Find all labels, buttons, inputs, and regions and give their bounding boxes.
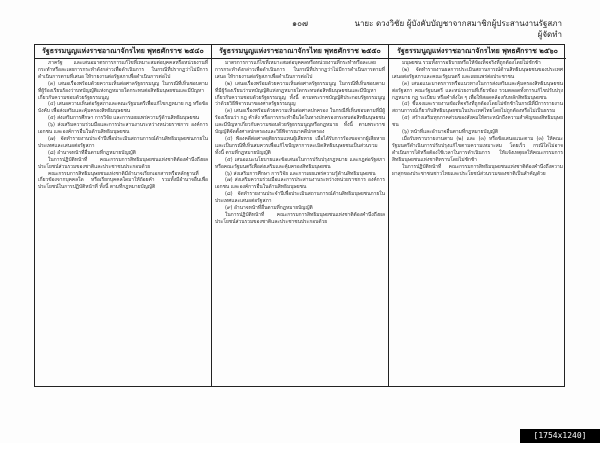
column-body-2550 [212,59,389,386]
paragraph: (๒) เสนอเรื่องพร้อมด้วยความเห็นต่อศาลรัฐธรรมนูญ ในกรณีที่เห็นชอบตามที่มีผู้ร้องเรียนว่าบทบัญญัติแห่งกฎหมายใดกระทบต่อสิทธิมนุษยชนและมีปัญหาเกี่ยวกับความชอบด้วยรัฐธรรมนูญ ทั้งนี้ ตามพระราชบัญญัติประกอบรัฐธรรมนูญว่าด้วยวิธีพิจารณาของศาลรัฐธรรมนูญ [215,80,385,108]
image-size-watermark: [1754x1240] upic.me [520,429,600,443]
header-role: ผู้จัดทำ [537,30,562,39]
column-header-2540: รัฐธรรมนูญแห่งราชอาณาจักรไทย พุทธศักราช ๒๕๔๐ [35,45,212,59]
paragraph: (๕) เสนอแนะนโยบายและข้อเสนอในการปรับปรุงกฎหมาย และกฎต่อรัฐสภาหรือคณะรัฐมนตรีเพื่อส่งเสริมและคุ้มครองสิทธิมนุษยชน [215,156,385,170]
paragraph: (๔) ชี้แจงและรายงานข้อเท็จจริงที่ถูกต้องโดยไม่ชักช้าในกรณีที่มีการรายงานสถานการณ์เกี่ยวกับสิทธิมนุษยชนในประเทศไทยโดยไม่ถูกต้องหรือไม่เป็นธรรม [392,101,563,115]
column-header-2550: รัฐธรรมนูญแห่งราชอาณาจักรไทย พุทธศักราช ๒๕๕๐ [212,45,389,59]
paragraph: (๘) จัดทำรายงานประจำปีเพื่อประเมินสถานการณ์ด้านสิทธิมนุษยชนภายในประเทศและเสนอต่อรัฐสภา [215,191,385,205]
paragraph: เมื่อรับทราบรายงานตาม (๒) และ (๓) หรือข้อเสนอแนะตาม (๓) ให้คณะรัฐมนตรีดำเนินการปรับปรุงแก้ไขตามความเหมาะสม โดยเร็ว กรณีใดไม่อาจดำเนินการได้หรือต้องใช้เวลาในการดำเนินการ ให้แจ้งเหตุผลให้คณะกรรมการสิทธิมนุษยชนแห่งชาติทราบโดยไม่ชักช้า [392,135,563,163]
paragraph: (๔) ฟ้องคดีต่อศาลยุติธรรมแทนผู้เสียหาย เมื่อได้รับการร้องขอจากผู้เสียหายและเป็นกรณีที่เห็นสมควรเพื่อแก้ไขปัญหาการละเมิดสิทธิมนุษยชนเป็นส่วนรวม ทั้งนี้ ตามที่กฎหมายบัญญัติ [215,135,385,156]
page-number: ๑๐๗ [292,19,308,28]
paragraph: (๙) อำนาจหน้าที่อื่นตามที่กฎหมายบัญญัติ [225,205,313,212]
column-body-2560 [389,59,566,386]
paragraph: (๕) ส่งเสริมการศึกษา การวิจัย และการเผยแพร่ความรู้ด้านสิทธิมนุษยชน [48,115,200,122]
column-body-2540 [35,59,212,386]
paragraph: มนุษยชน รวมทั้งการอธิบายหรือให้ข้อเท็จจริงที่ถูกต้องโดยไม่ชักช้า [402,60,541,66]
header-author: นายะ ดวงวิชัย ผู้บังคับบัญชาจากสมาชิกผู้ประสานงานรัฐสภา [354,19,562,28]
paragraph: (๖) หน้าที่และอำนาจอื่นตามที่กฎหมายบัญญัติ [402,129,498,136]
paragraph: (๗) ส่งเสริมความร่วมมือและการประสานงานระหว่างหน่วยราชการ องค์การเอกชน และองค์การอื่นในด้านสิทธิมนุษยชน [215,177,385,191]
paragraph: (๒) จัดทำรายงานผลการประเมินสถานการณ์ด้านสิทธิมนุษยชนของประเทศเสนอต่อรัฐสภาและคณะรัฐมนตรี และเผยแพร่ต่อประชาชน [392,66,563,80]
paragraph: (๔) เสนอความเห็นต่อรัฐสภาและคณะรัฐมนตรีเพื่อแก้ไขกฎหมาย กฎ หรือข้อบังคับ เพื่อส่งเสริมและคุ้มครองสิทธิมนุษยชน [38,101,209,115]
paragraph: (๕) สร้างเสริมทุกภาคส่วนของสังคมให้ตระหนักถึงความสำคัญของสิทธิมนุษยชน [392,115,563,129]
paragraph: (๓) เสนอเรื่องพร้อมด้วยความเห็นต่อศาลปกครอง ในกรณีที่เห็นชอบตามที่มีผู้ร้องเรียนว่า กฎ คำสั่ง หรือการกระทำอื่นใดในทางปกครองกระทบต่อสิทธิมนุษยชนและมีปัญหาเกี่ยวกับความชอบด้วยรัฐธรรมนูญหรือกฎหมาย ทั้งนี้ ตามพระราชบัญญัติจัดตั้งศาลปกครองและวิธีพิจารณาคดีปกครอง [215,108,385,136]
column-header-2560: รัฐธรรมนูญแห่งราชอาณาจักรไทย พุทธศักราช ๒๕๖๐ [389,45,566,59]
paragraph: (๓) เสนอแนะมาตรการหรือแนวทางในการส่งเสริมและคุ้มครองสิทธิมนุษยชนต่อรัฐสภา คณะรัฐมนตรี และหน่วยงานที่เกี่ยวข้อง รวมตลอดทั้งการแก้ไขปรับปรุงกฎหมาย กฎ ระเบียบ หรือคำสั่งใด ๆ เพื่อให้สอดคล้องกับหลักสิทธิมนุษยชน [392,80,563,101]
paragraph: ในการปฏิบัติหน้าที่ คณะกรรมการสิทธิมนุษยชนแห่งชาติต้องคำนึงถึงผลประโยชน์ส่วนรวมของชาติและประชาชนประกอบด้วย [215,211,385,225]
paragraph: (๗) จัดทำรายงานประจำปีเพื่อประเมินสถานการณ์ด้านสิทธิมนุษยชนภายในประเทศและเสนอต่อรัฐสภา [38,135,208,149]
paragraph: ในการปฏิบัติหน้าที่ คณะกรรมการสิทธิมนุษยชนแห่งชาติต้องคำนึงถึงความผาสุกของประชาชนชาวไทยและประโยชน์ส่วนรวมของชาติเป็นสำคัญด้วย [392,163,563,177]
paragraph: มาตรการการแก้ไขที่เหมาะสมต่อบุคคลหรือหน่วยงานที่กระทำหรือละเลยการกระทำดังกล่าวเพื่อดำเนินการ ในกรณีที่ปรากฏว่าไม่มีการดำเนินการตามที่เสนอ ให้รายงานต่อรัฐสภาเพื่อดำเนินการต่อไป [215,60,385,80]
paragraph: (๘) อำนาจหน้าที่อื่นตามที่กฎหมายบัญญัติ [48,149,136,156]
paragraph: ภาครัฐ และเสนอมาตรการการแก้ไขที่เหมาะสมต่อบุคคลหรือหน่วยงานที่กระทำหรือละเลยการกระทำดังกล่าวเพื่อดำเนินการ ในกรณีที่ปรากฏว่าไม่มีการดำเนินการตามที่เสนอ ให้รายงานต่อรัฐสภาเพื่อดำเนินการต่อไป [38,60,208,80]
paragraph: (๖) ส่งเสริมการศึกษา การวิจัย และการเผยแพร่ความรู้ด้านสิทธิมนุษยชน [225,170,376,177]
paragraph: คณะกรรมการสิทธิมนุษยชนแห่งชาติมีอำนาจเรียกเอกสารหรือหลักฐานที่เกี่ยวข้องจากบุคคลใด หรือเรียกบุคคลใดมาให้ถ้อยคำ รวมทั้งมีอำนาจอื่นเพื่อประโยชน์ในการปฏิบัติหน้าที่ ทั้งนี้ ตามที่กฎหมายบัญญัติ [38,170,208,191]
comparison-table [34,44,565,387]
paragraph: (๖) ส่งเสริมความร่วมมือและการประสานงานระหว่างหน่วยราชการ องค์การเอกชน และองค์การอื่นในด้านสิทธิมนุษยชน [38,122,208,136]
paragraph: ในการปฏิบัติหน้าที่ คณะกรรมการสิทธิมนุษยชนแห่งชาติต้องคำนึงถึงผลประโยชน์ส่วนรวมของชาติและประชาชนประกอบด้วย [38,156,208,170]
paragraph: (๓) เสนอเรื่องพร้อมด้วยความเห็นต่อศาลรัฐธรรมนูญ ในกรณีที่เห็นชอบตามที่ผู้ร้องเรียนร้องว่าบทบัญญัติแห่งกฎหมายใดกระทบต่อสิทธิมนุษยชนและมีปัญหาเกี่ยวกับความชอบด้วยรัฐธรรมนูญ [38,80,208,101]
